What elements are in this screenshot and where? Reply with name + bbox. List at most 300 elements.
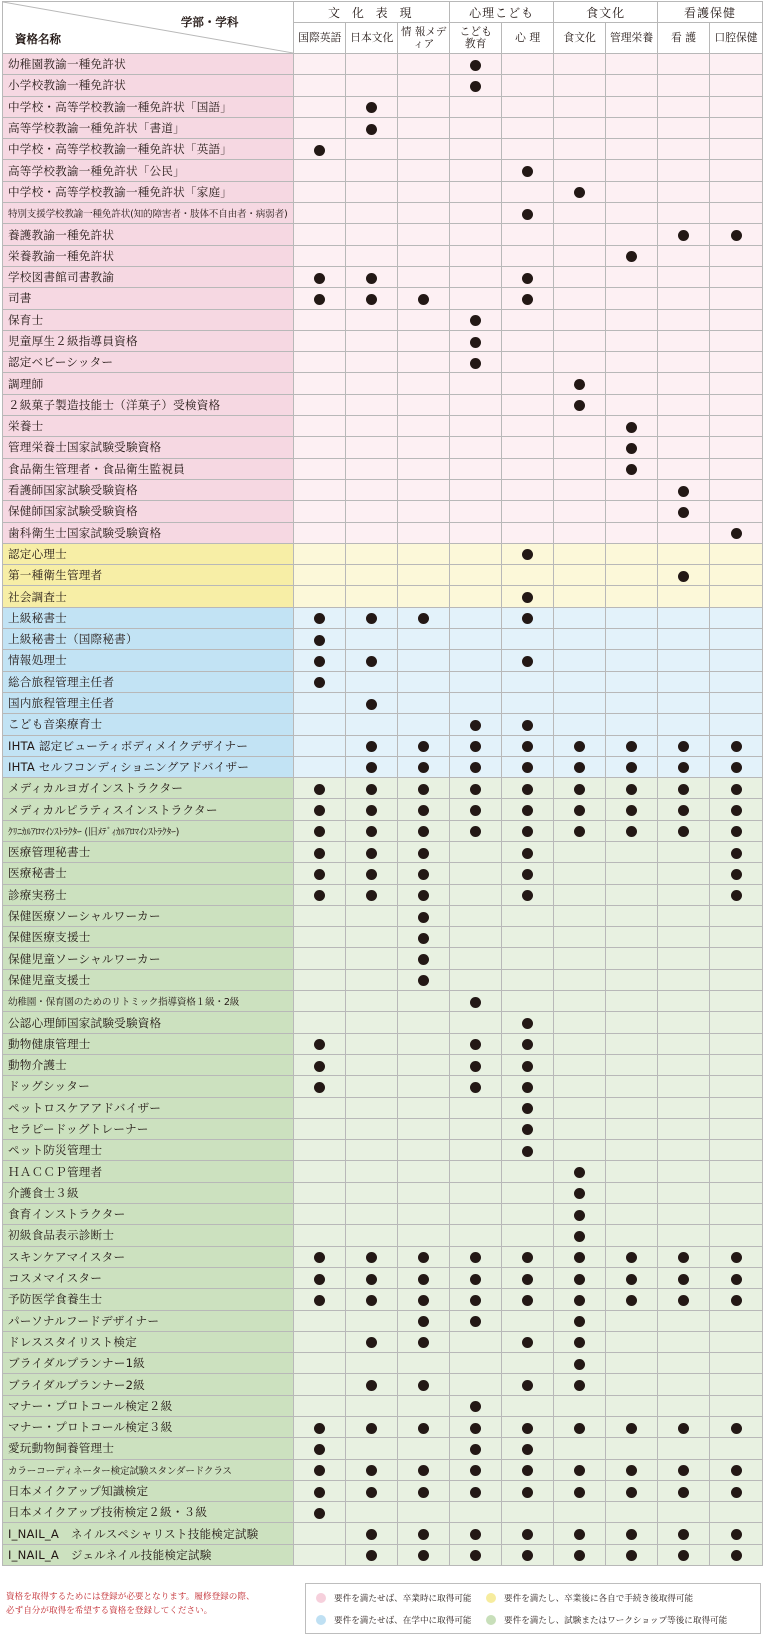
available-dot-icon	[366, 1274, 377, 1285]
availability-cell	[606, 927, 658, 948]
availability-cell	[450, 1140, 502, 1161]
available-dot-icon	[678, 507, 689, 518]
availability-cell	[346, 117, 398, 138]
qualification-name: ブライダルプランナー1級	[3, 1353, 294, 1374]
availability-cell	[658, 54, 710, 75]
availability-cell	[554, 203, 606, 224]
table-row	[3, 96, 763, 117]
available-dot-icon	[626, 1274, 637, 1285]
qualification-name: 高等学校教諭一種免許状「公民」	[3, 160, 294, 181]
availability-cell	[346, 714, 398, 735]
availability-cell	[554, 522, 606, 543]
availability-cell	[606, 629, 658, 650]
availability-cell	[346, 735, 398, 756]
availability-cell	[606, 75, 658, 96]
availability-cell	[606, 117, 658, 138]
available-dot-icon	[678, 826, 689, 837]
table-row	[3, 1523, 763, 1544]
availability-cell	[658, 714, 710, 735]
availability-cell	[294, 373, 346, 394]
available-dot-icon	[418, 294, 429, 305]
availability-cell	[502, 586, 554, 607]
availability-cell	[450, 117, 502, 138]
available-dot-icon	[470, 60, 481, 71]
availability-cell	[398, 948, 450, 969]
availability-cell	[346, 181, 398, 202]
qualification-name: 保健児童支援士	[3, 969, 294, 990]
availability-cell	[346, 1097, 398, 1118]
availability-cell	[710, 1097, 763, 1118]
availability-cell	[294, 1459, 346, 1480]
availability-cell	[658, 96, 710, 117]
availability-cell	[294, 1097, 346, 1118]
legend-item-pink	[316, 1592, 472, 1604]
availability-cell	[502, 1054, 554, 1075]
qualification-name: コスメマイスター	[3, 1267, 294, 1288]
availability-cell	[502, 181, 554, 202]
available-dot-icon	[678, 1274, 689, 1285]
qualification-name: 日本メイクアップ技術検定２級・３級	[3, 1502, 294, 1523]
available-dot-icon	[522, 762, 533, 773]
availability-cell	[398, 1331, 450, 1352]
availability-cell	[606, 841, 658, 862]
available-dot-icon	[418, 1465, 429, 1476]
availability-cell	[554, 1331, 606, 1352]
availability-cell	[658, 117, 710, 138]
table-row	[3, 991, 763, 1012]
availability-cell	[554, 1523, 606, 1544]
availability-cell	[658, 288, 710, 309]
availability-cell	[606, 245, 658, 266]
availability-cell	[554, 948, 606, 969]
note-line-2: 必ず自分が取得を希望する資格を登録してください。	[6, 1606, 213, 1616]
availability-cell	[450, 437, 502, 458]
available-dot-icon	[574, 784, 585, 795]
available-dot-icon	[731, 1423, 742, 1434]
qualification-name: 高等学校教諭一種免許状「書道」	[3, 117, 294, 138]
availability-cell	[346, 1204, 398, 1225]
availability-cell	[606, 735, 658, 756]
available-dot-icon	[314, 784, 325, 795]
table-row	[3, 841, 763, 862]
availability-cell	[658, 1246, 710, 1267]
availability-cell	[346, 607, 398, 628]
availability-cell	[710, 991, 763, 1012]
available-dot-icon	[574, 187, 585, 198]
availability-cell	[710, 1480, 763, 1501]
availability-cell	[710, 309, 763, 330]
availability-cell	[450, 479, 502, 500]
qualification-name: 栄養教諭一種免許状	[3, 245, 294, 266]
availability-cell	[294, 1544, 346, 1565]
table-row	[3, 501, 763, 522]
availability-cell	[502, 288, 554, 309]
availability-cell	[450, 735, 502, 756]
table-row	[3, 927, 763, 948]
availability-cell	[606, 1395, 658, 1416]
table-row	[3, 863, 763, 884]
available-dot-icon	[626, 1550, 637, 1561]
availability-cell	[658, 1140, 710, 1161]
availability-cell	[502, 905, 554, 926]
table-row	[3, 1076, 763, 1097]
availability-cell	[658, 1161, 710, 1182]
availability-cell	[710, 394, 763, 415]
qualification-name: ドッグシッター	[3, 1076, 294, 1097]
available-dot-icon	[574, 741, 585, 752]
available-dot-icon	[366, 890, 377, 901]
available-dot-icon	[678, 741, 689, 752]
availability-cell	[502, 245, 554, 266]
available-dot-icon	[522, 592, 533, 603]
availability-cell	[450, 1395, 502, 1416]
qualification-name: ペットロスケアアドバイザー	[3, 1097, 294, 1118]
table-row	[3, 1204, 763, 1225]
availability-cell	[554, 1161, 606, 1182]
availability-cell	[658, 245, 710, 266]
availability-cell	[450, 1374, 502, 1395]
available-dot-icon	[314, 826, 325, 837]
qualification-name: 中学校・高等学校教諭一種免許状「家庭」	[3, 181, 294, 202]
qualification-name: セラピードッグトレーナー	[3, 1118, 294, 1139]
availability-cell	[398, 884, 450, 905]
available-dot-icon	[626, 422, 637, 433]
available-dot-icon	[470, 1274, 481, 1285]
table-row	[3, 394, 763, 415]
availability-cell	[346, 927, 398, 948]
availability-cell	[502, 671, 554, 692]
col-koku-hoken: 口腔保健	[710, 23, 763, 54]
availability-cell	[658, 948, 710, 969]
availability-cell	[450, 522, 502, 543]
availability-cell	[450, 1054, 502, 1075]
availability-cell	[606, 991, 658, 1012]
available-dot-icon	[418, 1380, 429, 1391]
availability-cell	[502, 96, 554, 117]
availability-cell	[294, 799, 346, 820]
availability-cell	[502, 863, 554, 884]
availability-cell	[606, 54, 658, 75]
qualification-name: マナー・プロトコール検定３級	[3, 1417, 294, 1438]
availability-cell	[658, 1204, 710, 1225]
availability-cell	[450, 543, 502, 564]
availability-cell	[450, 1182, 502, 1203]
available-dot-icon	[418, 1295, 429, 1306]
availability-cell	[294, 1140, 346, 1161]
legend-swatch-pink	[316, 1593, 326, 1603]
availability-cell	[294, 714, 346, 735]
availability-cell	[658, 1331, 710, 1352]
availability-cell	[710, 884, 763, 905]
table-row	[3, 352, 763, 373]
available-dot-icon	[522, 1018, 533, 1029]
availability-cell	[606, 799, 658, 820]
available-dot-icon	[522, 890, 533, 901]
availability-cell	[606, 1225, 658, 1246]
qualification-name: パーソナルフードデザイナー	[3, 1310, 294, 1331]
available-dot-icon	[314, 613, 325, 624]
availability-cell	[554, 927, 606, 948]
available-dot-icon	[678, 1465, 689, 1476]
availability-cell	[346, 309, 398, 330]
qualification-name: 情報処理士	[3, 650, 294, 671]
availability-cell	[502, 117, 554, 138]
availability-cell	[658, 1012, 710, 1033]
availability-cell	[398, 1033, 450, 1054]
availability-cell	[606, 1033, 658, 1054]
availability-cell	[398, 863, 450, 884]
table-row	[3, 330, 763, 351]
availability-cell	[606, 437, 658, 458]
availability-cell	[710, 117, 763, 138]
available-dot-icon	[626, 741, 637, 752]
qualification-name: 養護教諭一種免許状	[3, 224, 294, 245]
availability-cell	[398, 756, 450, 777]
availability-cell	[606, 905, 658, 926]
available-dot-icon	[470, 1550, 481, 1561]
availability-cell	[658, 501, 710, 522]
availability-cell	[658, 671, 710, 692]
available-dot-icon	[418, 826, 429, 837]
availability-cell	[658, 629, 710, 650]
availability-cell	[606, 692, 658, 713]
qualification-name: 保育士	[3, 309, 294, 330]
available-dot-icon	[522, 784, 533, 795]
availability-cell	[294, 203, 346, 224]
availability-cell	[502, 692, 554, 713]
availability-cell	[346, 969, 398, 990]
available-dot-icon	[314, 1082, 325, 1093]
available-dot-icon	[678, 1423, 689, 1434]
table-row	[3, 1140, 763, 1161]
availability-cell	[450, 181, 502, 202]
qualification-name: 看護師国家試験受験資格	[3, 479, 294, 500]
availability-cell	[294, 458, 346, 479]
qualification-name: こども音楽療育士	[3, 714, 294, 735]
available-dot-icon	[626, 1423, 637, 1434]
availability-cell	[554, 96, 606, 117]
availability-cell	[710, 1331, 763, 1352]
availability-cell	[554, 778, 606, 799]
availability-cell	[710, 586, 763, 607]
availability-cell	[450, 1076, 502, 1097]
table-row	[3, 224, 763, 245]
availability-cell	[450, 692, 502, 713]
availability-cell	[554, 1374, 606, 1395]
table-row	[3, 309, 763, 330]
available-dot-icon	[731, 762, 742, 773]
col-nihon-bunka: 日本文化	[346, 23, 398, 54]
availability-cell	[346, 245, 398, 266]
table-row	[3, 203, 763, 224]
available-dot-icon	[574, 1167, 585, 1178]
qualification-name: 上級秘書士（国際秘書）	[3, 629, 294, 650]
availability-cell	[606, 1523, 658, 1544]
table-row	[3, 1374, 763, 1395]
availability-cell	[294, 1118, 346, 1139]
availability-cell	[346, 1267, 398, 1288]
availability-cell	[398, 1523, 450, 1544]
availability-cell	[606, 756, 658, 777]
availability-cell	[606, 266, 658, 287]
available-dot-icon	[470, 1252, 481, 1263]
availability-cell	[710, 1161, 763, 1182]
availability-cell	[294, 1438, 346, 1459]
available-dot-icon	[731, 1465, 742, 1476]
availability-cell	[346, 650, 398, 671]
availability-cell	[450, 416, 502, 437]
available-dot-icon	[314, 805, 325, 816]
qualification-name: 愛玩動物飼養管理士	[3, 1438, 294, 1459]
available-dot-icon	[418, 1487, 429, 1498]
availability-cell	[710, 501, 763, 522]
available-dot-icon	[678, 1487, 689, 1498]
availability-cell	[502, 54, 554, 75]
availability-cell	[502, 266, 554, 287]
available-dot-icon	[314, 1465, 325, 1476]
available-dot-icon	[574, 1337, 585, 1348]
availability-cell	[346, 841, 398, 862]
availability-cell	[658, 841, 710, 862]
availability-cell	[398, 352, 450, 373]
availability-cell	[502, 203, 554, 224]
available-dot-icon	[314, 677, 325, 688]
available-dot-icon	[574, 1550, 585, 1561]
availability-cell	[346, 479, 398, 500]
availability-cell	[398, 373, 450, 394]
availability-cell	[606, 863, 658, 884]
table-row	[3, 884, 763, 905]
availability-cell	[398, 160, 450, 181]
available-dot-icon	[314, 869, 325, 880]
availability-cell	[294, 501, 346, 522]
available-dot-icon	[418, 954, 429, 965]
available-dot-icon	[418, 741, 429, 752]
availability-cell	[710, 139, 763, 160]
availability-cell	[658, 1289, 710, 1310]
availability-cell	[294, 75, 346, 96]
qualification-name: ＨＡＣＣＰ管理者	[3, 1161, 294, 1182]
availability-cell	[294, 139, 346, 160]
availability-cell	[398, 1140, 450, 1161]
availability-cell	[554, 479, 606, 500]
availability-cell	[398, 1225, 450, 1246]
available-dot-icon	[366, 741, 377, 752]
available-dot-icon	[522, 656, 533, 667]
availability-cell	[450, 1459, 502, 1480]
available-dot-icon	[470, 720, 481, 731]
availability-cell	[606, 1459, 658, 1480]
qualification-name: 予防医学食養生士	[3, 1289, 294, 1310]
availability-cell	[294, 224, 346, 245]
availability-cell	[658, 1480, 710, 1501]
availability-cell	[346, 1033, 398, 1054]
availability-cell	[658, 203, 710, 224]
availability-cell	[346, 1246, 398, 1267]
available-dot-icon	[574, 1359, 585, 1370]
col-kango: 看 護	[658, 23, 710, 54]
available-dot-icon	[418, 869, 429, 880]
available-dot-icon	[314, 1295, 325, 1306]
availability-cell	[450, 714, 502, 735]
availability-cell	[554, 1204, 606, 1225]
available-dot-icon	[470, 1465, 481, 1476]
availability-cell	[710, 1204, 763, 1225]
availability-cell	[606, 181, 658, 202]
available-dot-icon	[626, 805, 637, 816]
availability-cell	[294, 692, 346, 713]
availability-cell	[554, 288, 606, 309]
availability-cell	[606, 884, 658, 905]
availability-cell	[502, 1417, 554, 1438]
available-dot-icon	[731, 741, 742, 752]
availability-cell	[346, 1544, 398, 1565]
availability-cell	[658, 778, 710, 799]
availability-cell	[294, 735, 346, 756]
availability-cell	[346, 1118, 398, 1139]
availability-cell	[606, 1076, 658, 1097]
available-dot-icon	[418, 1529, 429, 1540]
availability-cell	[294, 1246, 346, 1267]
available-dot-icon	[470, 337, 481, 348]
availability-cell	[294, 1374, 346, 1395]
availability-cell	[398, 1438, 450, 1459]
availability-cell	[294, 352, 346, 373]
table-row	[3, 1097, 763, 1118]
available-dot-icon	[731, 1274, 742, 1285]
availability-cell	[710, 330, 763, 351]
availability-cell	[398, 1097, 450, 1118]
availability-cell	[502, 1289, 554, 1310]
availability-cell	[398, 330, 450, 351]
availability-cell	[450, 969, 502, 990]
available-dot-icon	[470, 1039, 481, 1050]
availability-cell	[710, 905, 763, 926]
table-row	[3, 288, 763, 309]
availability-cell	[658, 1076, 710, 1097]
availability-cell	[710, 203, 763, 224]
group-shinri: 心理こども	[450, 2, 554, 23]
availability-cell	[658, 373, 710, 394]
availability-cell	[710, 266, 763, 287]
availability-cell	[658, 991, 710, 1012]
availability-cell	[658, 458, 710, 479]
available-dot-icon	[314, 294, 325, 305]
availability-cell	[346, 1480, 398, 1501]
availability-cell	[502, 1140, 554, 1161]
availability-cell	[554, 565, 606, 586]
availability-cell	[294, 1289, 346, 1310]
availability-cell	[502, 1353, 554, 1374]
availability-cell	[294, 479, 346, 500]
availability-cell	[606, 96, 658, 117]
availability-cell	[294, 309, 346, 330]
availability-cell	[658, 139, 710, 160]
availability-cell	[658, 820, 710, 841]
availability-cell	[554, 1076, 606, 1097]
availability-cell	[554, 629, 606, 650]
availability-cell	[294, 1267, 346, 1288]
availability-cell	[294, 1331, 346, 1352]
availability-cell	[658, 1118, 710, 1139]
availability-cell	[606, 778, 658, 799]
availability-cell	[606, 714, 658, 735]
availability-cell	[450, 1480, 502, 1501]
availability-cell	[658, 543, 710, 564]
availability-cell	[294, 394, 346, 415]
availability-cell	[450, 607, 502, 628]
availability-cell	[294, 330, 346, 351]
